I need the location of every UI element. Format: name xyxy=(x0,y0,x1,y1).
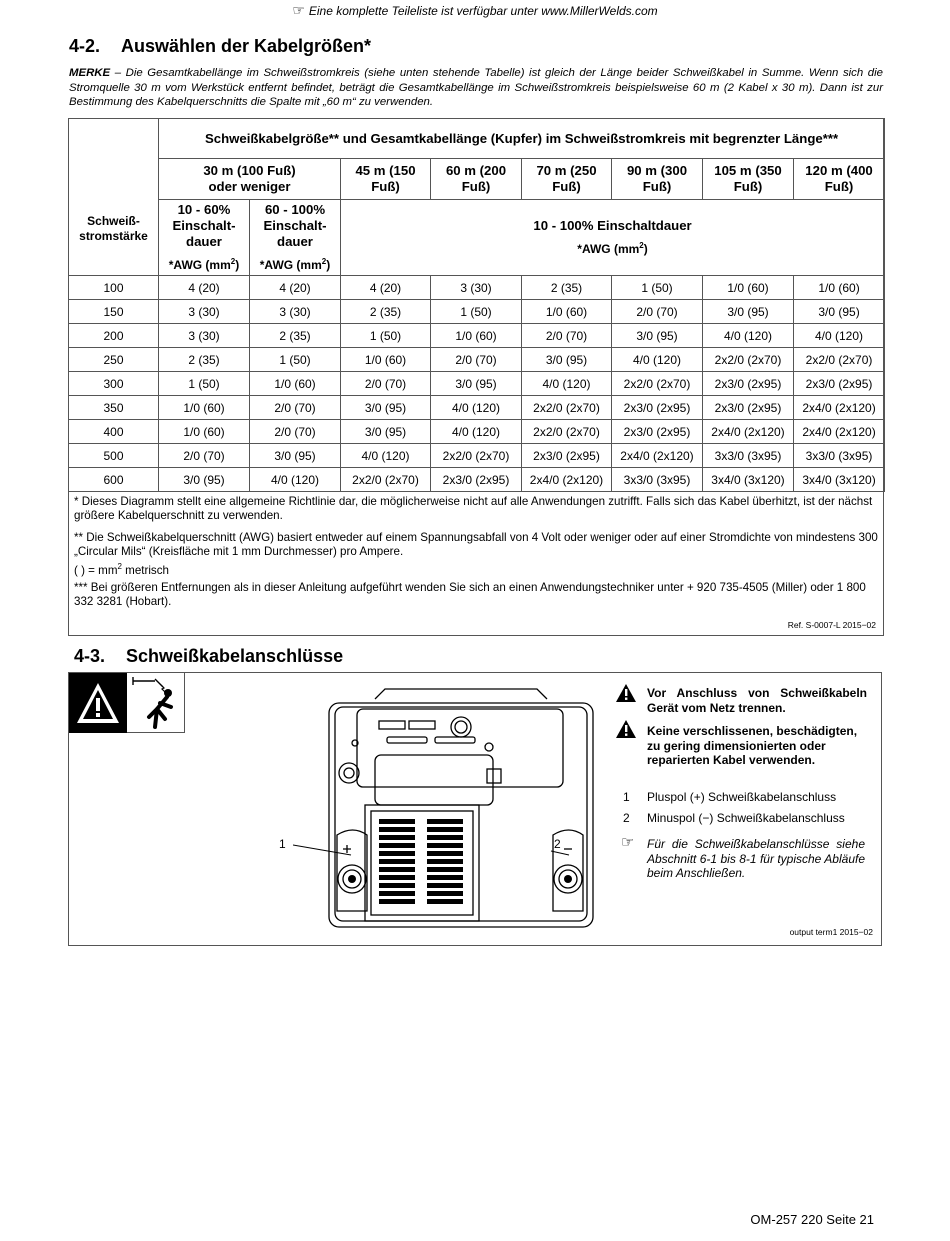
length-header-105m: 105 m (350 Fuß) xyxy=(703,159,794,200)
cable-size-cell: 3x4/0 (3x120) xyxy=(703,468,794,492)
section-title: Schweißkabelanschlüsse xyxy=(126,646,344,666)
cable-size-cell: 1/0 (60) xyxy=(703,276,794,300)
cable-size-cell: 2x3/0 (2x95) xyxy=(431,468,522,492)
pointing-hand-icon: ☞ xyxy=(621,834,635,851)
cable-size-cell: 2x3/0 (2x95) xyxy=(612,396,703,420)
amperage-cell: 100 xyxy=(69,276,159,300)
cable-size-cell: 2x2/0 (2x70) xyxy=(522,420,612,444)
cable-size-cell: 4/0 (120) xyxy=(522,372,612,396)
table-row xyxy=(69,300,885,324)
cable-size-cell: 2/0 (70) xyxy=(250,396,341,420)
cable-size-cell: 2 (35) xyxy=(341,300,431,324)
table-row xyxy=(69,444,885,468)
diagram-ref: output term1 2015−02 xyxy=(789,927,873,937)
cable-size-cell: 2x3/0 (2x95) xyxy=(794,372,885,396)
amperage-cell: 600 xyxy=(69,468,159,492)
cable-size-cell: 3x3/0 (3x95) xyxy=(794,444,885,468)
duty-cycle-header-3: 10 - 100% Einschaltdauer *AWG $(mm^2)$ xyxy=(341,200,885,276)
cable-size-cell: 1 (50) xyxy=(612,276,703,300)
cable-size-cell: 4/0 (120) xyxy=(431,420,522,444)
section-4-2-heading xyxy=(69,36,371,57)
length-header-90m: 90 m (300 Fuß) xyxy=(612,159,703,200)
cable-size-cell: 2 (35) xyxy=(159,348,250,372)
cable-size-cell: 2/0 (70) xyxy=(341,372,431,396)
cable-size-cell: 2x4/0 (2x120) xyxy=(612,444,703,468)
main-header: Schweißkabelgröße** und Gesamtkabellänge (Kupfer) im Schweißstromkreis mit begrenzter Länge*** xyxy=(159,119,885,159)
cable-size-cell: 1/0 (60) xyxy=(522,300,612,324)
cable-size-cell: 2x2/0 (2x70) xyxy=(703,348,794,372)
amperage-cell: 300 xyxy=(69,372,159,396)
table-row xyxy=(69,372,885,396)
section-number: 4-2. xyxy=(69,36,101,56)
cable-size-cell: 4 (20) xyxy=(341,276,431,300)
duty-cycle-header-1: 10 - 60% Einschalt-dauer *AWG $(mm^2)$ xyxy=(159,200,250,276)
cable-size-cell: 4/0 (120) xyxy=(250,468,341,492)
cable-size-cell: 3/0 (95) xyxy=(341,420,431,444)
connection-note: Für die Schweißkabelanschlüsse siehe Abschnitt 6-1 bis 8-1 für typische Abläufe beim Anschließen. xyxy=(647,837,865,881)
cable-size-cell: 3/0 (95) xyxy=(612,324,703,348)
item-text: Minuspol (−) Schweißkabelanschluss xyxy=(647,811,845,825)
cable-size-cell: 4/0 (120) xyxy=(341,444,431,468)
amperage-header: Schweiß-stromstärke xyxy=(69,119,159,276)
callout-lines xyxy=(293,833,613,873)
cable-size-cell: 2x2/0 (2x70) xyxy=(341,468,431,492)
length-header-70m: 70 m (250 Fuß) xyxy=(522,159,612,200)
table-row xyxy=(69,396,885,420)
footnote-1: * Dieses Diagramm stellt eine allgemeine Richtlinie dar, die möglicherweise nicht auf alle Anwendungen zutrifft. Falls sich das Kabel überhitzt, ist der nächst größere Kabelquerschnitt zu verwenden. xyxy=(74,495,873,523)
cable-size-cell: 3/0 (95) xyxy=(703,300,794,324)
warning-damaged-cables: Keine verschlissenen, beschädigten, zu gering dimensionierten oder reparierten Kabel verwenden. xyxy=(647,724,858,768)
parts-list-text: Eine komplette Teileliste ist verfügbar unter www.MillerWelds.com xyxy=(308,4,658,18)
cable-size-cell: 3 (30) xyxy=(159,300,250,324)
note-text: – Die Gesamtkabellänge im Schweißstromkreis (siehe unten stehende Tabelle) ist gleich der Länge beider Schweißkabel in Summe. Wenn sich die Stromquelle 30 m vom Werkstück entfernt befindet, beträgt die Gesamtkabellänge im Schweißstromkreis beispielsweise 60 m (2 Kabel x 30 m). Dann ist zur Bestimmung des Kabelquerschnitts die Spalte mit „60 m“ zu verwenden. xyxy=(69,67,883,109)
cable-size-cell: 4/0 (120) xyxy=(794,324,885,348)
amperage-cell: 500 xyxy=(69,444,159,468)
cable-size-cell: 2x4/0 (2x120) xyxy=(522,468,612,492)
length-header-60m: 60 m (200 Fuß) xyxy=(431,159,522,200)
amperage-cell: 250 xyxy=(69,348,159,372)
table-body xyxy=(69,276,885,492)
electric-shock-icon xyxy=(127,673,185,733)
cable-size-cell: 4 (20) xyxy=(250,276,341,300)
section-title: Auswählen der Kabelgrößen* xyxy=(121,36,372,56)
table-row xyxy=(69,276,885,300)
cable-size-cell: 2 (35) xyxy=(250,324,341,348)
cable-size-cell: 1 (50) xyxy=(431,300,522,324)
page-footer: OM-257 220 Seite 21 xyxy=(750,1212,874,1227)
cable-size-cell: 1 (50) xyxy=(250,348,341,372)
footnote-2b: ( ) = $mm^2$ metrisch xyxy=(74,562,169,577)
warning-icon xyxy=(69,673,127,733)
cable-size-cell: 2x2/0 (2x70) xyxy=(522,396,612,420)
cable-size-cell: 2/0 (70) xyxy=(159,444,250,468)
cable-size-cell: 3 (30) xyxy=(431,276,522,300)
cable-size-cell: 3x4/0 (3x120) xyxy=(794,468,885,492)
cable-size-cell: 2/0 (70) xyxy=(431,348,522,372)
length-header-45m: 45 m (150 Fuß) xyxy=(341,159,431,200)
cable-size-cell: 2x4/0 (2x120) xyxy=(703,420,794,444)
callout-2: 2 xyxy=(554,837,561,851)
cable-size-cell: 1 (50) xyxy=(159,372,250,396)
footnote-3: *** Bei größeren Entfernungen als in dieser Anleitung aufgeführt wenden Sie sich an einen Anwendungstechniker unter + 920 735-4505 (Miller) oder 1 800 332 3281 (Hobart). xyxy=(74,581,866,609)
section-number: 4-3. xyxy=(74,646,106,666)
note-paragraph xyxy=(69,66,883,110)
cable-size-cell: 1 (50) xyxy=(341,324,431,348)
warning-disconnect: Vor Anschluss von Schweißkabeln Gerät vom Netz trennen. xyxy=(647,686,867,715)
cable-size-cell: 2x3/0 (2x95) xyxy=(703,372,794,396)
cable-size-cell: 4/0 (120) xyxy=(703,324,794,348)
cable-size-cell: 3/0 (95) xyxy=(159,468,250,492)
cable-size-table xyxy=(68,118,885,492)
duty-cycle-header-2: 60 - 100% Einschalt-dauer *AWG $(mm^2)$ xyxy=(250,200,341,276)
length-header-30m: 30 m (100 Fuß) oder weniger xyxy=(159,159,341,200)
cable-size-cell: 2/0 (70) xyxy=(522,324,612,348)
cable-size-cell: 2/0 (70) xyxy=(250,420,341,444)
cable-size-cell: 1/0 (60) xyxy=(794,276,885,300)
caution-icon xyxy=(615,683,637,708)
table-row xyxy=(69,324,885,348)
cable-size-cell: 3/0 (95) xyxy=(341,396,431,420)
cable-size-cell: 4/0 (120) xyxy=(612,348,703,372)
callout-1: 1 xyxy=(279,837,286,851)
amperage-cell: 400 xyxy=(69,420,159,444)
cable-size-cell: 2x4/0 (2x120) xyxy=(794,396,885,420)
cable-size-cell: 3/0 (95) xyxy=(522,348,612,372)
cable-size-cell: 2x2/0 (2x70) xyxy=(794,348,885,372)
cable-size-cell: 4 (20) xyxy=(159,276,250,300)
cable-size-cell: 1/0 (60) xyxy=(159,396,250,420)
amperage-cell: 200 xyxy=(69,324,159,348)
cable-size-cell: 3x3/0 (3x95) xyxy=(703,444,794,468)
amperage-cell: 150 xyxy=(69,300,159,324)
table-row xyxy=(69,348,885,372)
cable-size-cell: 2x3/0 (2x95) xyxy=(522,444,612,468)
cable-size-cell: 3 (30) xyxy=(250,300,341,324)
table-ref: Ref. S-0007-L 2015−02 xyxy=(787,620,876,630)
caution-icon xyxy=(615,719,637,744)
amperage-cell: 350 xyxy=(69,396,159,420)
cable-size-cell: 2x2/0 (2x70) xyxy=(612,372,703,396)
cable-size-cell: 2x3/0 (2x95) xyxy=(612,420,703,444)
cable-size-cell: 4/0 (120) xyxy=(431,396,522,420)
table-row xyxy=(69,468,885,492)
cable-size-cell: 2 (35) xyxy=(522,276,612,300)
cable-size-cell: 2/0 (70) xyxy=(612,300,703,324)
item-text: Pluspol (+) Schweißkabelanschluss xyxy=(647,790,837,804)
cable-size-cell: 1/0 (60) xyxy=(341,348,431,372)
cable-size-cell: 1/0 (60) xyxy=(250,372,341,396)
parts-list-note xyxy=(0,2,950,19)
pointing-hand-icon: ☞ xyxy=(292,2,305,18)
cable-size-cell: 2x2/0 (2x70) xyxy=(431,444,522,468)
cable-size-cell: 3x3/0 (3x95) xyxy=(612,468,703,492)
cable-size-cell: 3/0 (95) xyxy=(250,444,341,468)
cable-size-cell: 2x4/0 (2x120) xyxy=(794,420,885,444)
cable-size-cell: 3/0 (95) xyxy=(794,300,885,324)
length-header-120m: 120 m (400 Fuß) xyxy=(794,159,885,200)
cable-size-cell: 1/0 (60) xyxy=(431,324,522,348)
item-number: 1 xyxy=(623,790,630,804)
cable-size-cell: 3/0 (95) xyxy=(431,372,522,396)
table-row xyxy=(69,420,885,444)
section-4-3-heading xyxy=(74,646,343,667)
item-number: 2 xyxy=(623,811,630,825)
connections-box xyxy=(68,672,882,946)
cable-size-cell: 2x3/0 (2x95) xyxy=(703,396,794,420)
cable-size-cell: 3 (30) xyxy=(159,324,250,348)
note-label: MERKE xyxy=(69,67,111,79)
cable-size-cell: 1/0 (60) xyxy=(159,420,250,444)
welder-front-diagram xyxy=(321,685,601,936)
footnote-2: ** Die Schweißkabelquerschnitt (AWG) basiert entweder auf einem Spannungsabfall von 4 Volt oder weniger oder auf einer Stromdichte von mindestens 300 „Circular Mils“ (Kreisfläche mit 1 mm Durchmesser) pro Ampere. xyxy=(74,531,878,559)
